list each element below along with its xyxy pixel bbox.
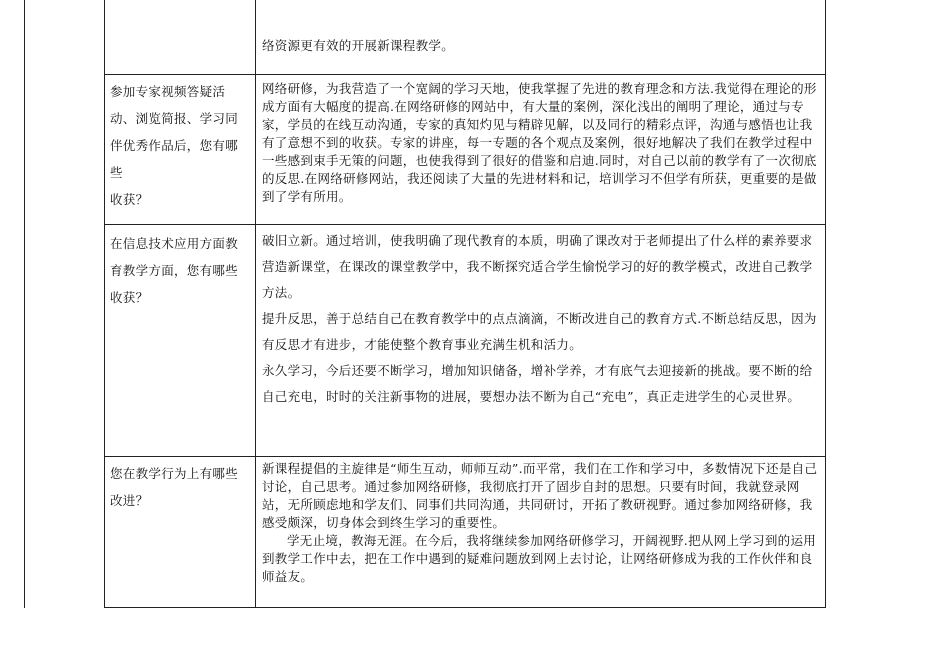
question-line: 收获？ — [110, 290, 149, 305]
question-line: 收获？ — [110, 192, 149, 207]
question-line: 改进？ — [110, 493, 149, 508]
question-line: 伴优秀作品后，您有哪些 — [110, 138, 239, 180]
table-border-col1 — [104, 0, 105, 608]
question-cell — [110, 230, 250, 311]
answer-cell — [262, 460, 818, 586]
question-cell — [110, 78, 250, 213]
question-cell — [110, 460, 250, 514]
table-row-divider-2 — [104, 224, 826, 225]
question-line: 参加专家视频答疑活 — [110, 84, 226, 99]
table-border-bottom — [104, 607, 826, 608]
answer-cell — [262, 80, 818, 206]
table-row — [262, 37, 818, 55]
question-line: 育教学方面，您有哪些 — [110, 263, 239, 278]
answer-paragraph: 络资源更有效的开展新课程教学。 — [262, 38, 455, 53]
answer-paragraph: 学无止境，教海无涯。在今后，我将继续参加网络研修学习，开阔视野.把从网上学习到的运用到教学工作中去，把在工作中遇到的疑难问题放到网上去讨论，让网络研修成为我的工作伙伴和良师益友。 — [262, 533, 817, 584]
table-border-right — [825, 0, 826, 608]
question-line: 动、浏览简报、学习同 — [110, 111, 239, 126]
answer-paragraph: 永久学习，今后还要不断学习，增加知识储备，增补学养，才有底气去迎接新的挑战。要不断的给自己充电，时时的关注新事物的进展，要想办法不断为自己“充电”，真正走进学生的心灵世界。 — [262, 363, 813, 404]
table-border-left — [24, 0, 25, 608]
answer-paragraph: 提升反思，善于总结自己在教育教学中的点点滴滴，不断改进自己的教育方式.不断总结反思，因为有反思才有进步，才能使整个教育事业充满生机和活力。 — [262, 311, 817, 352]
table-row-divider-3 — [104, 456, 826, 457]
answer-paragraph: 破旧立新。通过培训，使我明确了现代教育的本质，明确了课改对于老师提出了什么样的素养要求 — [262, 233, 813, 248]
question-line: 在信息技术应用方面教 — [110, 236, 239, 251]
answer-paragraph: 网络研修，为我营造了一个宽阔的学习天地，使我掌握了先进的教育理念和方法.我觉得在理论的形成方面有大幅度的提高.在网络研修的网站中，有大量的案例，深化浅出的阐明了理论，通过与专家，学员的在线互动沟通，专家的真知灼见与精辟见解，以及同行的精彩点评，沟通与感悟也让我有了意想不到的收获。专家的讲座，每一专题的各个观点及案例，很好地解决了我们在教学过程中一些感到束手无策的问题，也使我得到了很好的借鉴和启迪.同时，对自己以前的教学有了一次彻底的反思.在网络研修网站，我还阅读了大量的先进材料和记，培训学习不但学有所获，更重要的是做到了学有所用。 — [262, 81, 817, 204]
table-border-col2 — [255, 0, 256, 608]
answer-cell — [262, 228, 818, 410]
answer-paragraph: 新课程提倡的主旋律是“师生互动，师师互动”.而平常，我们在工作和学习中，多数情况下还是自己讨论，自己思考。通过参加网络研修，我彻底打开了固步自封的思想。只要有时间，我就登录网站，无所顾虑地和学友们、同事们共同沟通，共同研讨，开拓了教研视野。通过参加网络研修，我感受颇深，切身体会到终生学习的重要性。 — [262, 461, 818, 530]
question-line: 您在教学行为上有哪些 — [110, 466, 239, 481]
table-row-divider-1 — [104, 74, 826, 75]
answer-paragraph: 营造新课堂，在课改的课堂教学中，我不断探究适合学生愉悦学习的好的教学模式，改进自己教学方法。 — [262, 259, 813, 300]
